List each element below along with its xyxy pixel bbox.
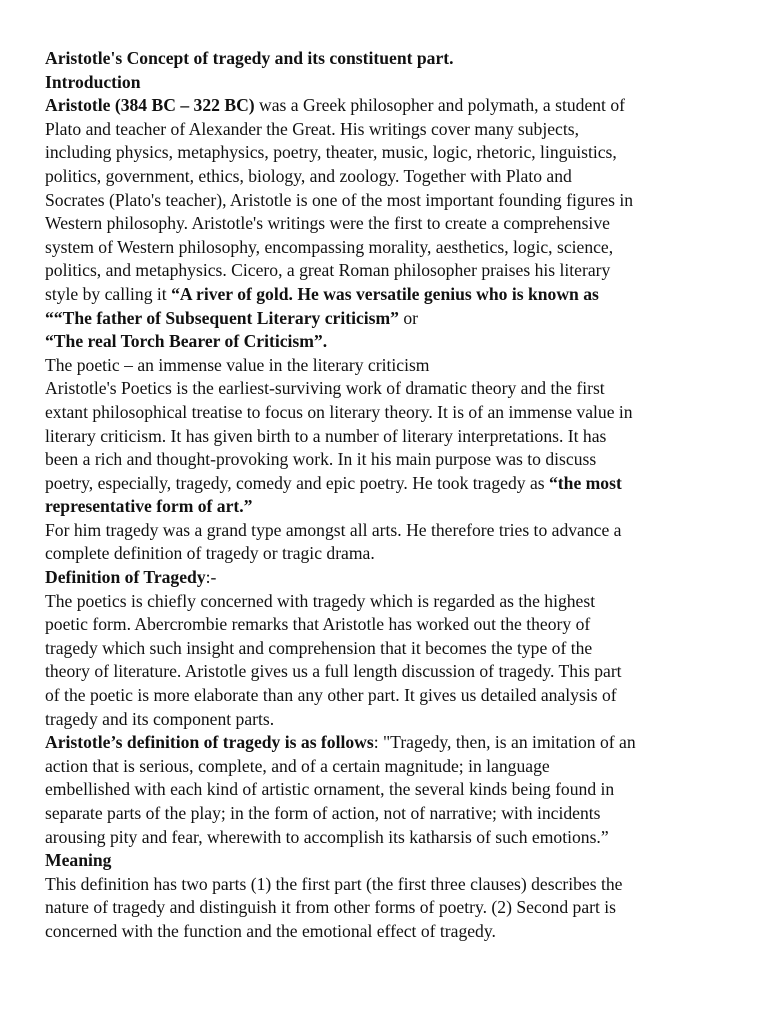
paragraph-line: Plato and teacher of Alexander the Great. His writings cover many subjects, <box>45 118 579 139</box>
paragraph-line: tragedy and its component parts. <box>45 708 275 729</box>
paragraph-line: Socrates (Plato's teacher), Aristotle is one of the most important founding figures in <box>45 189 634 210</box>
paragraph-line: action that is serious, complete, and of a certain magnitude; in language <box>45 755 550 776</box>
paragraph-line: embellished with each kind of artistic ornament, the several kinds being found in <box>45 779 615 800</box>
paragraph-line: been a rich and thought-provoking work. In it his main purpose was to discuss <box>45 449 597 470</box>
document-title: Aristotle's Concept of tragedy and its constituent part. <box>45 48 454 68</box>
inline-text: was a Greek philosopher and polymath, a student of <box>254 95 625 116</box>
paragraph-line: politics, and metaphysics. Cicero, a great Roman philosopher praises his literary <box>45 260 611 281</box>
inline-bold-text: ““The father of Subsequent Literary criticism” <box>45 307 399 328</box>
paragraph-line: “The real Torch Bearer of Criticism”. <box>45 331 328 352</box>
inline-bold-text: Aristotle’s definition of tragedy is as follows <box>45 732 374 753</box>
inline-bold-text: “A river of gold. He was versatile genius who is known as <box>171 283 599 304</box>
paragraph-line: separate parts of the play; in the form of action, not of narrative; with incidents <box>45 803 601 823</box>
paragraph-line: theory of literature. Aristotle gives us a full length discussion of tragedy. This part <box>45 661 622 682</box>
paragraph-line <box>45 283 735 307</box>
paragraph-line: For him tragedy was a grand type amongst all arts. He therefore tries to advance a <box>45 519 622 540</box>
inline-bold-text: Definition of Tragedy <box>45 567 206 588</box>
paragraph-line: arousing pity and fear, wherewith to accomplish its katharsis of such emotions.” <box>45 826 609 847</box>
paragraph-line: of the poetic is more elaborate than any other part. It gives us detailed analysis of <box>45 685 617 706</box>
paragraph-line: Aristotle's Poetics is the earliest-surviving work of dramatic theory and the first <box>45 378 605 399</box>
inline-text: : "Tragedy, then, is an imitation of an <box>373 732 636 753</box>
inline-bold-text: “the most <box>549 472 622 493</box>
poetic-subheading: The poetic – an immense value in the literary criticism <box>45 354 430 375</box>
paragraph-line: This definition has two parts (1) the first part (the first three clauses) describes the <box>45 873 623 894</box>
paragraph-line: extant philosophical treatise to focus on literary theory. It is of an immense value in <box>45 401 633 422</box>
paragraph-line: poetic form. Abercrombie remarks that Aristotle has worked out the theory of <box>45 614 591 635</box>
paragraph-line: nature of tragedy and distinguish it from other forms of poetry. (2) Second part is <box>45 897 617 918</box>
paragraph-line <box>45 94 735 118</box>
inline-text: or <box>398 307 419 328</box>
paragraph-line: The poetics is chiefly concerned with tragedy which is regarded as the highest <box>45 590 596 611</box>
paragraph-line: representative form of art.” <box>45 496 253 517</box>
paragraph-line: literary criticism. It has given birth to a number of literary interpretations. It has <box>45 425 607 446</box>
paragraph-line: politics, government, ethics, biology, and zoology. Together with Plato and <box>45 165 572 186</box>
paragraph-line <box>45 307 735 331</box>
definition-heading <box>45 566 735 590</box>
paragraph-line: system of Western philosophy, encompassing morality, aesthetics, logic, science, <box>45 236 614 257</box>
paragraph-line: including physics, metaphysics, poetry, theater, music, logic, rhetoric, linguistics, <box>45 142 617 163</box>
inline-text: poetry, especially, tragedy, comedy and epic poetry. He took tragedy as <box>45 472 549 493</box>
meaning-heading: Meaning <box>45 850 112 871</box>
paragraph-line <box>45 472 735 496</box>
document-page <box>45 47 735 944</box>
paragraph-line: Western philosophy. Aristotle's writings were the first to create a comprehensive <box>45 213 610 234</box>
inline-bold-text: Aristotle (384 BC – 322 BC) <box>45 95 255 116</box>
inline-text: :- <box>205 567 217 588</box>
paragraph-line: concerned with the function and the emotional effect of tragedy. <box>45 920 496 941</box>
introduction-heading: Introduction <box>45 71 141 92</box>
paragraph-line: tragedy which such insight and comprehension that it becomes the type of the <box>45 637 593 658</box>
paragraph-line: complete definition of tragedy or tragic drama. <box>45 543 375 564</box>
inline-text: style by calling it <box>45 283 172 304</box>
paragraph-line <box>45 731 735 755</box>
